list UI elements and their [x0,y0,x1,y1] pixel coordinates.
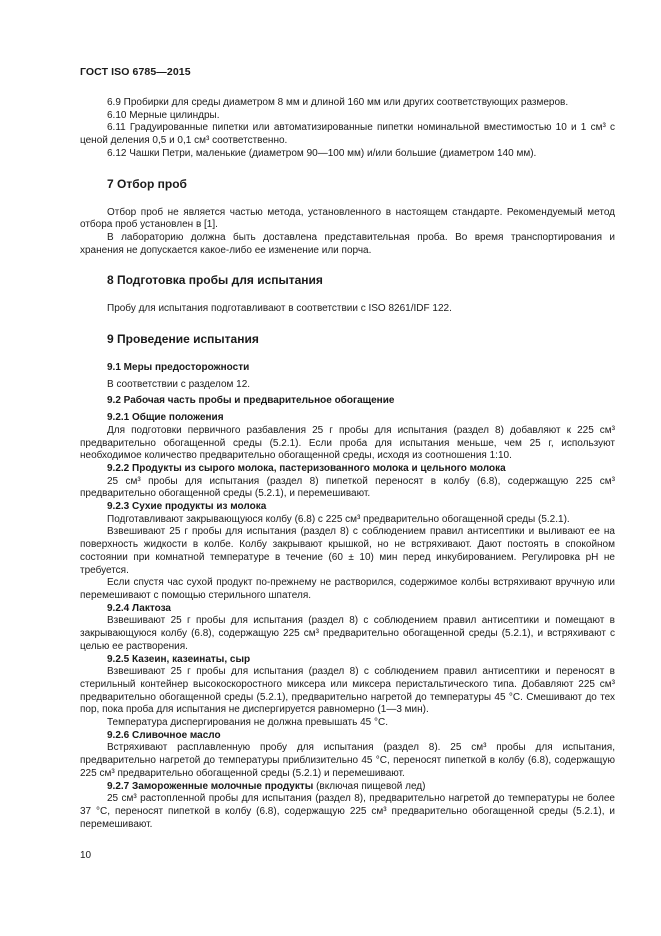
clause-9-2-7-paragraph: 25 см³ растопленной пробы для испытания (раздел 8), предварительно нагретой до температуры не более 37 °С, переносят пипеткой в колбу (6.8), содержащую 225 см³ предварительно обогащенной среды (5.2.1), и перемешивают. [80,793,615,830]
paragraph-6-9: 6.9 Пробирки для среды диаметром 8 мм и длиной 160 мм или других соответствующих размеров. [107,97,569,108]
section-8-paragraph: Пробу для испытания подготавливают в соответствии с ISO 8261/IDF 122. [107,303,452,315]
clause-9-2-1-paragraph: Для подготовки первичного разбавления 25 г пробы для испытания (раздел 8) добавляют к 225 см³ предварительно обогащенной среды (5.2.1). Если проба для испытания меньше, чем 25 г, используют необходимое количество предварительно обогащенной среды, исходя из соотношения 1:10. [80,424,615,462]
document-body [80,97,615,831]
section-7-paragraph-2: В лабораторию должна быть доставлена представительная проба. Во время транспортирования и хранения не допускается какое-либо ее изменение или порча. [80,231,615,256]
clause-9-2-4-heading: 9.2.4 Лактоза [107,602,171,614]
clause-9-2-5-heading: 9.2.5 Казеин, казеинаты, сыр [107,653,251,665]
paragraph-6-10: 6.10 Мерные цилиндры. [107,109,220,121]
clause-9-2-2-paragraph: 25 см³ пробы для испытания (раздел 8) пипеткой переносят в колбу (6.8), содержащую 225 см³ предварительно обогащенной среды (5.2.1), и перемешивают. [80,475,615,500]
paragraph-6-12: 6.12 Чашки Петри, маленькие (диаметром 90—100 мм) и/или большие (диаметром 140 мм). [107,147,537,159]
clause-9-2-7-heading [80,781,615,794]
clause-9-2-4-paragraph: Взвешивают 25 г пробы для испытания (раздел 8) с соблюдением правил антисептики и помещают в закрывающуюся колбу (6.8), содержащую 225 см³ предварительно обогащенной среды (5.2.1), и встряхивают с целью ее растворения. [80,615,615,652]
section-7-paragraph-1: Отбор проб не является частью метода, установленного в настоящем стандарте. Рекомендуемый метод отбора проб установлен в [1]. [80,206,615,231]
clause-9-2-5-paragraph-1: Взвешивают 25 г пробы для испытания (раздел 8) с соблюдением правил антисептики и переносят в стерильный контейнер высокоскоростного миксера или миксера перистальтического типа. Добавляют 225 см³ предварительно обогащенной среды (5.2.1), предварительно нагретой до температуры 45 °С. Смешивают до тех пор, пока проба для испытания не диспергируется равномерно (1—3 мин). [80,666,615,716]
section-7-heading: 7 Отбор проб [107,176,187,191]
page-number: 10 [80,850,92,861]
clause-9-2-1-heading: 9.2.1 Общие положения [107,412,224,424]
subsection-9-2-heading: 9.2 Рабочая часть пробы и предварительное обогащение [107,395,395,407]
clause-9-2-3-heading: 9.2.3 Сухие продукты из молока [107,501,267,513]
clause-9-2-6-heading: 9.2.6 Сливочное масло [107,729,221,741]
document-header: ГОСТ ISO 6785—2015 [80,66,191,78]
subsection-9-1-paragraph: В соответствии с разделом 12. [107,378,251,390]
section-8-heading: 8 Подготовка пробы для испытания [107,273,323,288]
section-9-heading: 9 Проведение испытания [107,332,259,347]
clause-9-2-3-paragraph-1: Подготавливают закрывающуюся колбу (6.8) с 225 см³ предварительно обогащенной среды (5.2.1). [107,513,570,525]
clause-9-2-3-paragraph-3: Если спустя час сухой продукт по-прежнему не растворился, содержимое колбы встряхивают вручную или перемешивают с помощью стерильного шпателя. [80,577,615,601]
clause-9-2-5-paragraph-2: Температура диспергирования не должна превышать 45 °С. [107,717,389,729]
clause-9-2-7-note: (включая пищевой лед) [313,780,426,792]
clause-9-2-3-paragraph-2: Взвешивают 25 г пробы для испытания (раздел 8) с соблюдением правил антисептики и выливают ее на поверхность жидкости в колбе. Колбу закрывают крышкой, но не встряхивают. Дают постоять в спокойном состоянии при комнатной температуре в течение (60 ± 10) мин перед инкубированием. Регулировка pH не требуется. [80,526,615,576]
clause-9-2-2-heading: 9.2.2 Продукты из сырого молока, пастеризованного молока и цельного молока [107,462,506,474]
paragraph-6-11: 6.11 Градуированные пипетки или автоматизированные пипетки номинальной вместимостью 10 и 1 см³ с ценой деления 0,5 и 0,1 см³ соответственно. [80,122,615,147]
subsection-9-1-heading: 9.1 Меры предосторожности [107,362,250,374]
clause-9-2-7-title: 9.2.7 Замороженные молочные продукты [107,780,314,792]
clause-9-2-6-paragraph: Встряхивают расплавленную пробу для испытания (раздел 8). 25 см³ пробы для испытания, предварительно нагретой до температуры приблизительно 45 °С, переносят пипеткой в колбу (6.8), содержащую 225 см³ предварительно обогащенной среды (5.2.1) и перемешивают. [80,742,615,779]
